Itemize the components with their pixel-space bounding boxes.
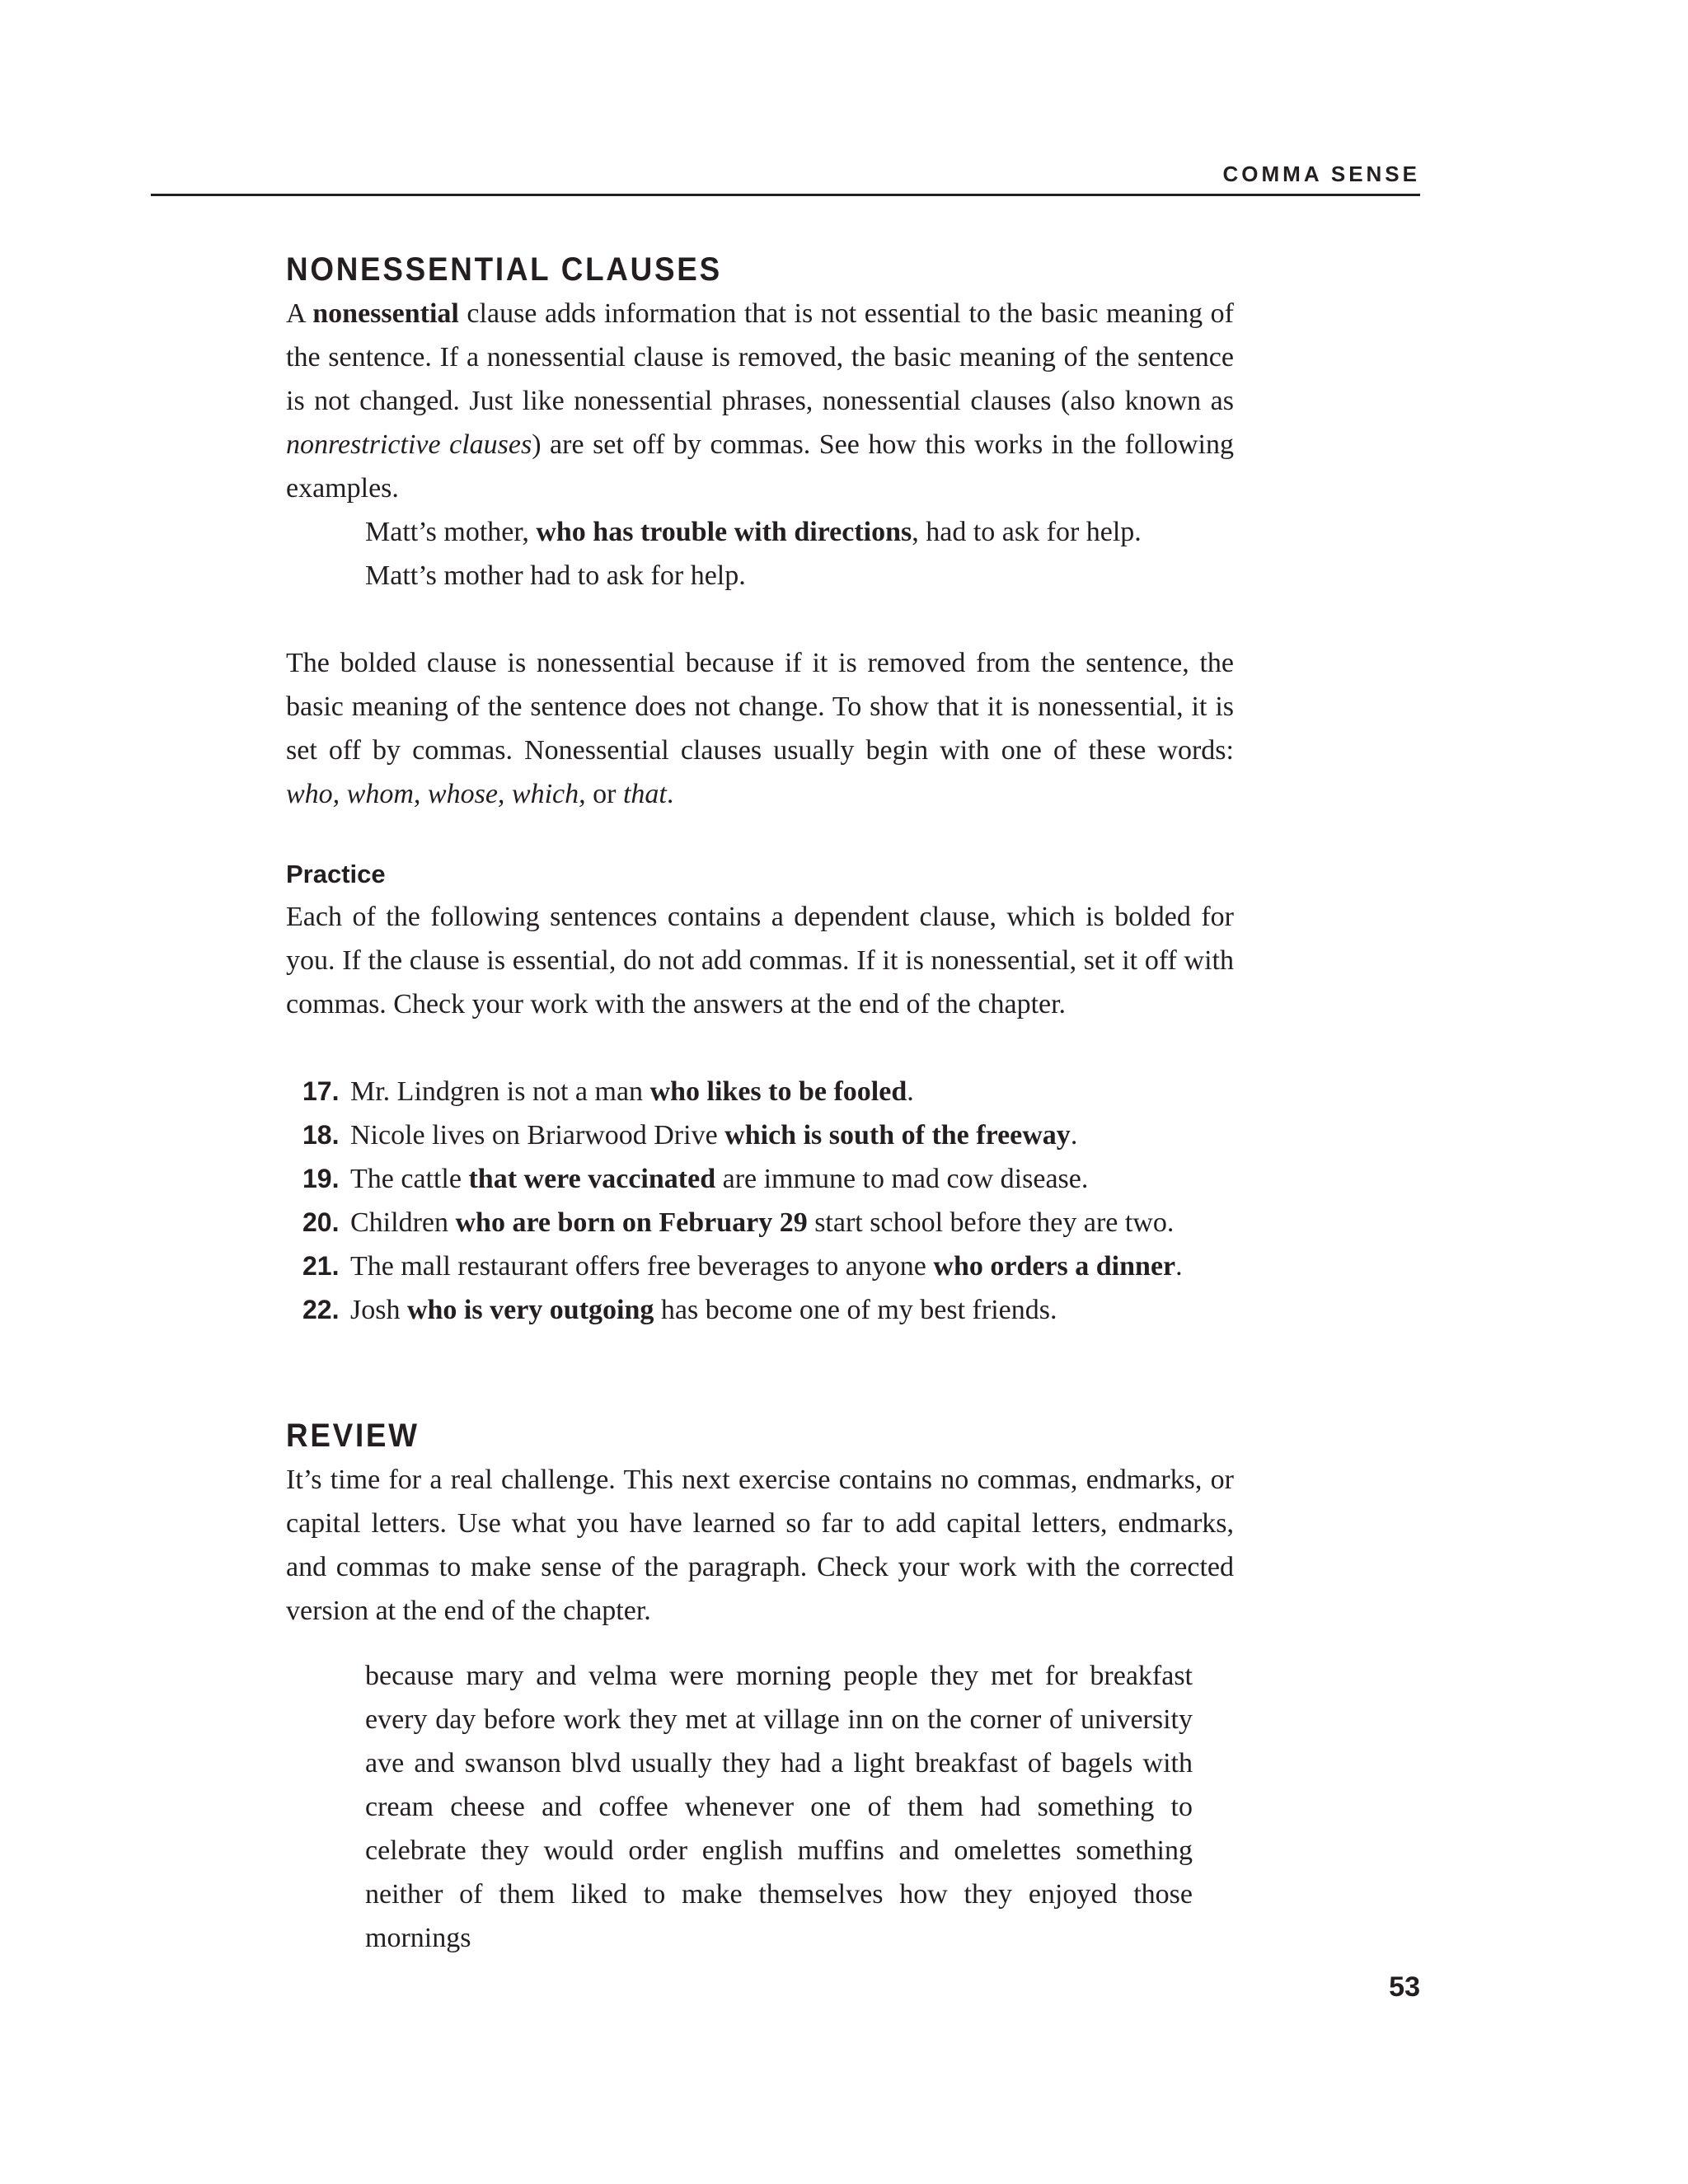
practice-item-number: 18. [302,1120,340,1150]
practice-item-bold-clause: who orders a dinner [933,1251,1176,1282]
review-intro: It’s time for a real challenge. This next exercise contains no commas, endmarks, or capital letters. Use what you have learned so far to add capital letters, endmarks, and commas to make sense of the paragraph. Check your work with the corrected version at the end of the chapter. [286,1465,1234,1626]
practice-item-20 [302,1201,1234,1244]
practice-item-bold-clause: who likes to be fooled [649,1076,907,1107]
nonessential-clauses-heading: NONESSENTIAL CLAUSES [286,251,722,288]
practice-item-text: The cattle [350,1164,469,1194]
intro-text-3: ) are set off by commas. See how this works in the following examples. [286,429,1234,504]
intro-italic-term: nonrestrictive clauses [286,429,532,460]
spacer [286,1332,1234,1376]
practice-item-text: Children [350,1207,456,1238]
example1-bold-clause: who has trouble with directions [536,517,912,547]
nonessential-intro-paragraph [286,292,1234,510]
spacer [286,598,1234,641]
practice-heading: Practice [286,860,386,888]
explanation-text-2: or [585,779,623,809]
explanation-text-1: The bolded clause is nonessential because if it is removed from the sentence, the basic meaning of the sentence does not change. To show that it is nonessential, it is set off by commas. Nonessential clauses usually begin with one of these words: [286,648,1234,766]
practice-item-17 [302,1070,1234,1113]
practice-item-text: has become one of my best friends. [654,1295,1057,1325]
practice-item-text: . [1175,1251,1183,1282]
practice-item-22 [302,1288,1234,1332]
practice-item-number: 20. [302,1207,340,1237]
practice-item-number: 22. [302,1295,340,1324]
practice-item-text: Mr. Lindgren is not a man [350,1076,650,1107]
explanation-paragraph [286,641,1234,816]
practice-item-18 [302,1113,1234,1157]
practice-item-text: . [907,1076,914,1107]
page-content [286,247,1234,1960]
page-number: 53 [1389,1971,1420,2003]
practice-item-bold-clause: who is very outgoing [406,1295,654,1325]
explanation-text-3: . [666,779,674,809]
intro-text-1: A [286,298,313,329]
example1-text-2: , had to ask for help. [912,517,1142,547]
practice-item-bold-clause: which is south of the freeway [724,1120,1071,1151]
spacer [286,816,1234,854]
spacer [286,1026,1234,1070]
example-sentence-1 [286,510,1234,554]
practice-item-text: Nicole lives on Briarwood Drive [350,1120,725,1151]
practice-item-text: are immune to mad cow disease. [715,1164,1089,1194]
practice-item-number: 21. [302,1251,340,1281]
intro-bold-term: nonessential [312,298,459,329]
example1-text-1: Matt’s mother, [365,517,537,547]
practice-item-text: The mall restaurant offers free beverages to anyone [350,1251,934,1282]
practice-item-number: 17. [302,1076,340,1106]
explanation-italic-words: who, whom, whose, which, [286,779,586,809]
practice-list [286,1070,1234,1332]
running-head: COMMA SENSE [1222,162,1420,186]
review-heading: REVIEW [286,1418,420,1454]
practice-item-19 [302,1157,1234,1201]
practice-item-text: Josh [350,1295,407,1325]
explanation-italic-that: that [622,779,667,809]
example-sentence-2: Matt’s mother had to ask for help. [365,560,746,591]
review-exercise-paragraph: because mary and velma were morning people they met for breakfast every day before work they met at village inn on the corner of university ave and swanson blvd usually they had a light breakfast of bagels with cream cheese and coffee whenever one of them had something to celebrate they would order english muffins and omelettes something neither of them liked to make themselves how they enjoyed those mornings [365,1661,1193,1953]
practice-item-text: start school before they are two. [807,1207,1175,1238]
practice-item-bold-clause: who are born on February 29 [455,1207,808,1238]
spacer [286,1633,1234,1654]
practice-item-text: . [1070,1120,1078,1151]
practice-item-number: 19. [302,1164,340,1193]
practice-item-21 [302,1244,1234,1288]
intro-text-2: clause adds information that is not essential to the basic meaning of the sentence. If a nonessential clause is removed, the basic meaning of the sentence is not changed. Just like nonessential phrases, nonessential clauses (also known as [286,298,1234,416]
header-rule [151,194,1420,196]
practice-item-bold-clause: that were vaccinated [468,1164,716,1194]
practice-instructions: Each of the following sentences contains a dependent clause, which is bolded for you. If the clause is essential, do not add commas. If it is nonessential, set it off with commas. Check your work with the answers at the end of the chapter. [286,902,1234,1019]
spacer [286,1376,1234,1413]
